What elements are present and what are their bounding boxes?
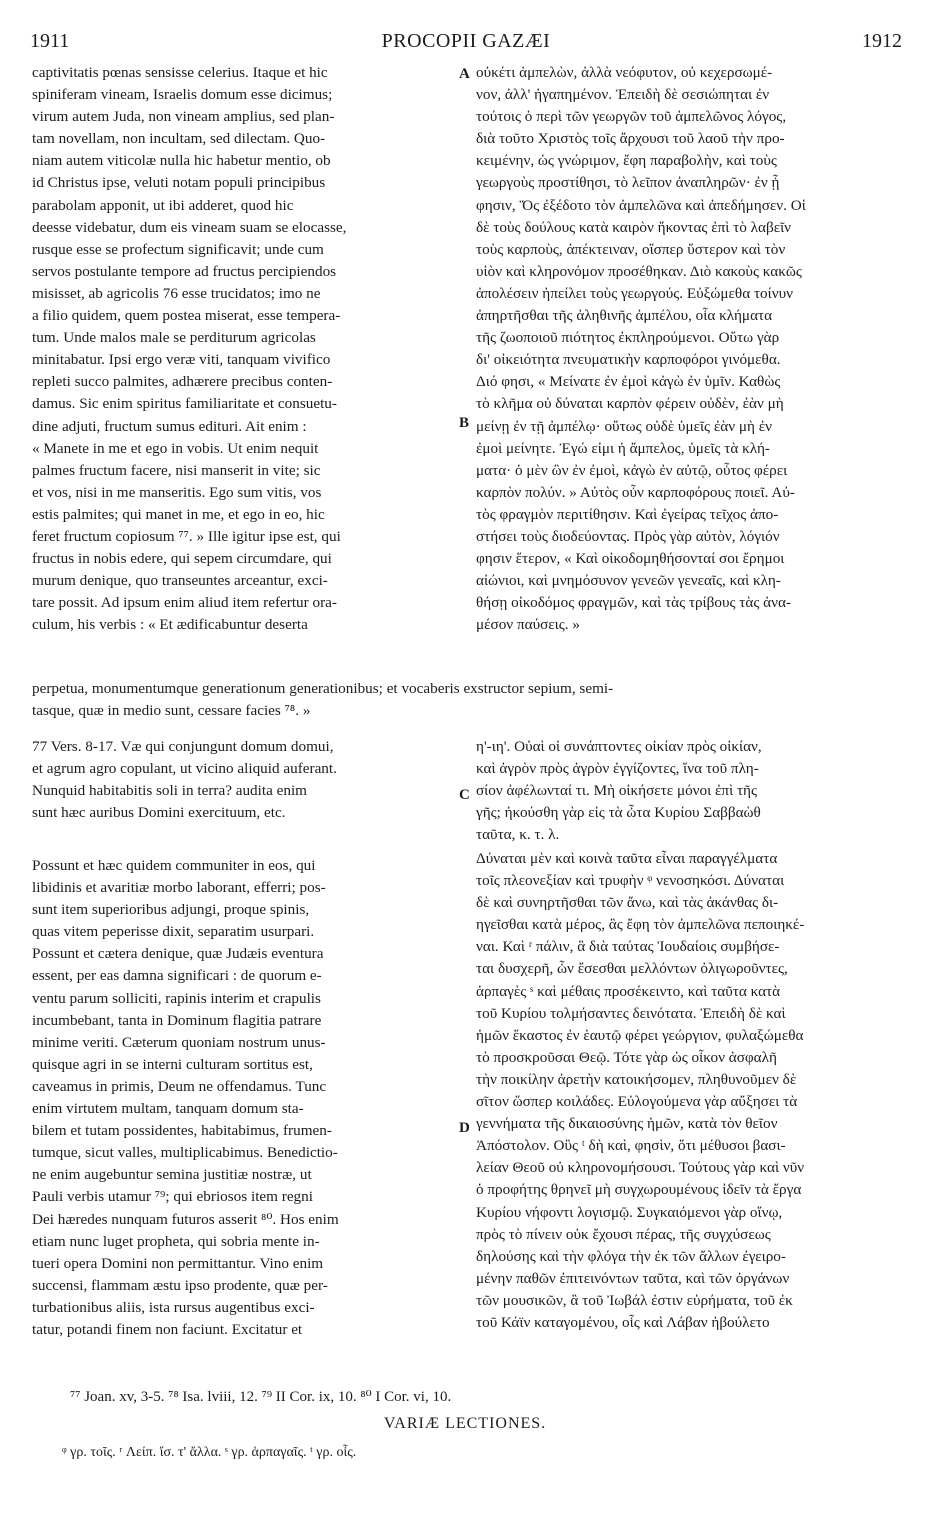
text-line: ἀπολέσειν ἠπείλει τοὺς γεωργούς. Εὐξώμεθα τοίνυν <box>476 284 793 302</box>
text-line: misisset, ab agricolis 76 esse trucidatos; imo ne <box>32 284 321 302</box>
page-header <box>30 30 902 60</box>
text-line: φησιν, Ὅς ἐξέδοτο τὸν ἀμπελῶνα καὶ ἀπεδήμησεν. Οἱ <box>476 196 806 214</box>
variae-lectiones-notes: ᵠ γρ. τοῖς. ʳ Λείπ. ἴσ. τ' ἄλλα. ˢ γρ. ἁρπαγαῖς. ᵗ γρ. οἷς. <box>62 1445 357 1460</box>
latin-column-2 <box>32 855 458 1341</box>
text-line: « Manete in me et ego in vobis. Ut enim nequit <box>32 439 319 457</box>
text-line: incumbebant, tanta in Dominum flagitia patrare <box>32 1011 322 1029</box>
text-line: tueri opera Domini non permittantur. Vino enim <box>32 1254 324 1272</box>
text-line: dine adjuti, fructum sumus edituri. Ait enim : <box>32 417 307 435</box>
text-line: minime veriti. Cæterum quoniam nostrum unus- <box>32 1033 326 1051</box>
text-line: πρὸς τὸ πίνειν οὐκ ἔχουσι πέρας, τῆς συγχύσεως <box>476 1225 771 1243</box>
margin-marker-c: C <box>459 787 470 803</box>
text-line: μένην παθῶν ἐπιτεινόντων ταῦτα, καὶ τῶν ὀργάνων <box>476 1269 790 1287</box>
text-line: spiniferam vineam, Israelis domum esse dicimus; <box>32 86 333 104</box>
text-line: feret fructum copiosum ⁷⁷. » Ille igitur ipse est, qui <box>32 527 341 545</box>
full-width-line-2: tasque, quæ in medio sunt, cessare facies ⁷⁸. » <box>32 702 311 719</box>
text-line: στήσει τοὺς διοδεύοντας. Πρὸς γὰρ αὐτὸν, λόγιόν <box>476 527 780 545</box>
text-line: deesse videbatur, dum eis vineam suam se elocasse, <box>32 218 347 236</box>
text-line: τούτοις ὁ περὶ τῶν γεωργῶν τοῦ ἀμπελῶνος λόγος, <box>476 108 787 126</box>
text-line: estis palmites; qui manet in me, et ego in eo, hic <box>32 505 325 523</box>
text-line: succensi, flammam æstu ipso prodente, quæ per- <box>32 1276 328 1294</box>
text-line: τοῦ Κυρίου τολμήσαντες δεινότατα. Ἐπειδὴ δὲ καὶ <box>476 1004 786 1022</box>
text-line: palmes fructum facere, nisi manserit in vite; sic <box>32 461 321 479</box>
page-number-right: 1912 <box>862 30 902 52</box>
verse-line: sunt hæc auribus Domini exercituum, etc. <box>32 804 286 822</box>
text-line: μείνῃ ἐν τῇ ἀμπέλῳ· οὕτως οὐδὲ ὑμεῖς ἐὰν μὴ ἐν <box>476 417 772 435</box>
text-line: fructus in nobis edere, qui sepem circumdare, qui <box>32 550 332 568</box>
text-line: γεννήματα τῆς δικαιοσύνης ἡμῶν, κατὰ τὸν θεῖον <box>476 1115 778 1133</box>
verse-line: 77 Vers. 8-17. Væ qui conjungunt domum domui, <box>32 738 334 755</box>
text-line: δὲ καὶ συνηρτῆσθαι τῶν ἄνω, καὶ τὰς ἀκάνθας δι- <box>476 894 779 912</box>
text-line: τοὺς καρποὺς, ἀπέκτειναν, οἵσπερ ὕστερον καὶ τὸν <box>476 240 786 258</box>
text-line: τῆς ζωοποιοῦ πιότητος ἐκπληρούμενοι. Οὕτω γὰρ <box>476 329 780 347</box>
text-line: a filio quidem, quem postea miserat, esse tempera- <box>32 307 341 325</box>
text-line: λείαν Θεοῦ οὐ κληρονομήσουσι. Τούτους γὰρ καὶ νῦν <box>476 1159 805 1177</box>
text-line: αἰώνιοι, καὶ μνημόσυνον γενεῶν γενεαῖς, καὶ κλη- <box>476 572 781 590</box>
text-line: caveamus in primis, Deum ne offendamus. Tunc <box>32 1077 327 1095</box>
text-line: δὲ τοὺς δούλους κατὰ καιρὸν ἥκοντας ἐπὶ τὸ λαβεῖν <box>476 218 792 236</box>
text-line: τοῖς πλεονεξίαν καὶ τρυφὴν ᵠ νενοσηκόσι. Δύναται <box>476 872 785 890</box>
text-line: sunt item superioribus adjungi, proque spinis, <box>32 901 310 919</box>
text-line: ἐμοὶ μείνητε. Ἐγώ εἰμι ἡ ἄμπελος, ὑμεῖς τὰ κλή- <box>476 439 770 457</box>
text-line: υἱὸν καὶ κληρονόμον προσέθηκαν. Διὸ κακοὺς κακῶς <box>476 262 802 280</box>
margin-marker-a: A <box>459 66 470 82</box>
verse-line: σίον ἀφέλωνταί τι. Μὴ οἰκήσετε μόνοι ἐπὶ τῆς <box>476 782 758 800</box>
verse-line: Nunquid habitabitis soli in terra? audita enim <box>32 782 307 800</box>
text-line: Pauli verbis utamur ⁷⁹; qui ebriosos item regni <box>32 1188 313 1206</box>
text-line: ventu parum solliciti, rapinis interim et crapulis <box>32 989 321 1007</box>
text-line: virum autem Juda, non vineam amplius, sed plan- <box>32 108 335 126</box>
text-line: δι' οἰκειότητα πνευματικὴν καρποφόροι γινόμεθα. <box>476 351 781 369</box>
verse-line: η'-ιη'. Οὐαὶ οἱ συνάπτοντες οἰκίαν πρὸς οἰκίαν, <box>476 738 762 755</box>
text-line: σῖτον ὥσπερ κοιλάδες. Εὐλογούμενα γὰρ αὔξησει τὰ <box>476 1093 798 1111</box>
text-line: Dei hæredes nunquam futuros asserit ⁸⁰. Hos enim <box>32 1210 339 1228</box>
text-line: ἁρπαγὲς ˢ καὶ μέθαις προσέκειντο, καὶ ταῦτα κατὰ <box>476 982 781 1000</box>
footnotes: ⁷⁷ Joan. xv, 3-5. ⁷⁸ Isa. lviii, 12. ⁷⁹ II Cor. ix, 10. ⁸⁰ I Cor. vi, 10. <box>70 1389 452 1405</box>
text-line: δηλούσης καὶ τὴν φλόγα τὴν ἐκ τῶν ἄλλων ἐγειρο- <box>476 1247 786 1265</box>
margin-marker-b: B <box>459 415 470 431</box>
text-line: φησιν ἕτερον, « Καὶ οἰκοδομηθήσονταί σοι ἔρημοι <box>476 550 785 568</box>
greek-column-1 <box>476 62 906 636</box>
text-line: θήσῃ οἰκοδόμος φραγμῶν, καὶ τὰς τρίβους τὰς ἀνα- <box>476 594 792 612</box>
verse-line: ταῦτα, κ. τ. λ. <box>476 826 560 844</box>
running-title: PROCOPII GAZÆI <box>381 30 551 52</box>
text-line: rusque esse se profectum significavit; unde cum <box>32 240 324 258</box>
text-line: Possunt et hæc quidem communiter in eos, qui <box>32 857 316 874</box>
text-line: tum. Unde malos male se perditurum agricolas <box>32 329 316 347</box>
text-line: essent, per eas damna significari : de quorum e- <box>32 967 322 985</box>
text-line: τοῦ Κάϊν καταγομένου, οἷς καὶ Λάβαν ἠβούλετο <box>476 1313 770 1331</box>
text-line: τὸς φραγμὸν περιτίθησιν. Καὶ ἐγείρας τεῖχος ἀπο- <box>476 505 779 523</box>
margin-marker-d: D <box>459 1120 470 1136</box>
text-line: τὸ προσκροῦσαι Θεῷ. Τότε γὰρ ὡς οἶκον ἀσφαλῆ <box>476 1048 777 1066</box>
text-line: κειμένην, ὡς γνώριμον, ἔφη παραβολὴν, καὶ τοὺς <box>476 152 777 170</box>
text-line: ἡμῶν ἕκαστος ἐν ἑαυτῷ φέρει γεώργιον, φυλαξώμεθα <box>476 1026 804 1044</box>
text-line: quas vitem peperisse dixit, separatim usurpari. <box>32 923 315 941</box>
text-line: parabolam apponit, ut ibi adderet, quod hic <box>32 196 294 214</box>
text-line: τῶν μουσικῶν, ἃ τοῦ Ἰωβάλ ἐστιν εὑρήματα, τοῦ ἐκ <box>476 1291 793 1309</box>
text-line: γεωργοὺς προστίθησι, τὸ λεῖπον ἀναπληρῶν· ἐν ᾗ <box>476 174 780 192</box>
text-line: murum denique, quo transeuntes arceantur, exci- <box>32 572 328 590</box>
text-line: tumque, sicut valles, multiplicabimus. Benedictio- <box>32 1144 338 1162</box>
text-line: ηγεῖσθαι κατὰ μέρος, ἃς ἔφη τὸν ἀμπελῶνα πεποιηκέ- <box>476 916 805 934</box>
text-line: ματα· ὁ μὲν ὢν ἐν ἐμοὶ, κἀγὼ ἐν αὐτῷ, οὗτος φέρει <box>476 461 788 479</box>
text-line: damus. Sic enim spiritus familiaritate et consuetu- <box>32 395 337 413</box>
text-line: ναι. Καὶ ʳ πάλιν, ἃ διὰ ταύτας Ἰουδαίοις συμβήσε- <box>476 938 780 956</box>
text-line: tam novellam, non incultam, sed dilectam. Quo- <box>32 130 326 148</box>
text-line: καρπὸν πολύν. » Αὐτὸς οὖν καρποφόρους ποιεῖ. Αὐ- <box>476 483 795 501</box>
text-line: ἀπηρτῆσθαι τῆς ἀληθινῆς ἀμπέλου, οἷα κλήματα <box>476 307 773 325</box>
text-line: captivitatis pœnas sensisse celerius. Itaque et hic <box>32 64 328 81</box>
text-line: Possunt et cætera denique, quæ Judæis eventura <box>32 945 324 963</box>
text-line: οὐκέτι ἀμπελὼν, ἀλλὰ νεόφυτον, οὐ κεχερσωμέ- <box>476 64 773 81</box>
greek-column-2 <box>476 848 906 1334</box>
verse-latin <box>32 736 458 824</box>
text-line: μέσον παύσεις. » <box>476 616 580 634</box>
text-line: Δύναται μὲν καὶ κοινὰ ταῦτα εἶναι παραγγέλματα <box>476 850 778 867</box>
text-line: niam autem viticolæ nulla hic habetur mentio, ob <box>32 152 331 170</box>
latin-column-1 <box>32 62 458 636</box>
verse-line: καὶ ἀγρὸν πρὸς ἀγρὸν ἐγγίζοντες, ἵνα τοῦ πλη- <box>476 760 759 778</box>
text-line: τὸ κλῆμα οὐ δύναται καρπὸν φέρειν οὐδὲν, ἐὰν μὴ <box>476 395 784 413</box>
text-line: Διό φησι, « Μείνατε ἐν ἐμοὶ κἀγὼ ἐν ὑμῖν. Καθὼς <box>476 373 781 391</box>
text-line: culum, his verbis : « Et ædificabuntur deserta <box>32 616 308 634</box>
text-line: et vos, nisi in me manseritis. Ego sum vitis, vos <box>32 483 322 501</box>
text-line: minitabatur. Ipsi ergo veræ viti, tanquam vivifico <box>32 351 331 369</box>
text-line: enim virtutem multam, tanquam domum sta- <box>32 1100 304 1118</box>
text-line: τὴν ποικίλην ἀρετὴν κατοικήσομεν, πληθυνοῦμεν δὲ <box>476 1070 797 1088</box>
text-line: turbationibus aliis, ista rursus augentibus exci- <box>32 1298 315 1316</box>
full-width-line-1: perpetua, monumentumque generationum generationibus; et vocaberis exstructor sepium, semi- <box>32 680 614 697</box>
text-line: διὰ τοῦτο Χριστὸς τοῖς ἄρχουσι τοῦ λαοῦ τὴν προ- <box>476 130 785 148</box>
verse-line: γῆς; ἠκούσθη γὰρ εἰς τὰ ὦτα Κυρίου Σαββαὼθ <box>476 804 761 822</box>
text-line: bilem et tutam possidentes, habitabimus, frumen- <box>32 1122 332 1140</box>
verse-line: et agrum agro copulant, ut vicino aliquid auferant. <box>32 760 337 778</box>
text-line: quisque agri in se interni culturam sortitus est, <box>32 1055 313 1073</box>
text-line: ὁ προφήτης θρηνεῖ μὴ συγχωρουμένους ἰδεῖν τὰ ἔργα <box>476 1181 802 1199</box>
text-line: repleti succo palmites, adhærere precibus conten- <box>32 373 333 391</box>
page-number-left: 1911 <box>30 30 70 52</box>
variae-lectiones-title: VARIÆ LECTIONES. <box>383 1415 547 1432</box>
text-line: servos postulante tempore ad fructus percipiendos <box>32 262 337 280</box>
text-line: id Christus ipse, veluti notam populi principibus <box>32 174 326 192</box>
text-line: Ἀπόστολον. Οὓς ᵗ δὴ καὶ, φησὶν, ὅτι μέθυσοι βασι- <box>476 1137 786 1155</box>
text-line: tare possit. Ad ipsum enim aliud item refertur ora- <box>32 594 337 612</box>
text-line: etiam nunc luget propheta, qui sobria mente in- <box>32 1232 320 1250</box>
text-line: ται δυσχερῆ, ὧν ἔσεσθαι μελλόντων ὀλιγωροῦντες, <box>476 960 788 978</box>
text-line: ne enim augebuntur semina justitiæ nostræ, ut <box>32 1166 312 1184</box>
text-line: libidinis et avaritiæ morbo laborant, efferri; pos- <box>32 879 326 897</box>
verse-greek <box>476 736 906 846</box>
text-line: Κυρίου νήφοντι λογισμῷ. Συγκαιόμενοι γὰρ οἴνῳ, <box>476 1203 783 1221</box>
text-line: tatur, potandi finem non faciunt. Excitatur et <box>32 1320 303 1338</box>
text-line: νον, ἀλλ' ἠγαπημένον. Ἐπειδὴ δὲ σεσιώπηται ἐν <box>476 86 770 104</box>
